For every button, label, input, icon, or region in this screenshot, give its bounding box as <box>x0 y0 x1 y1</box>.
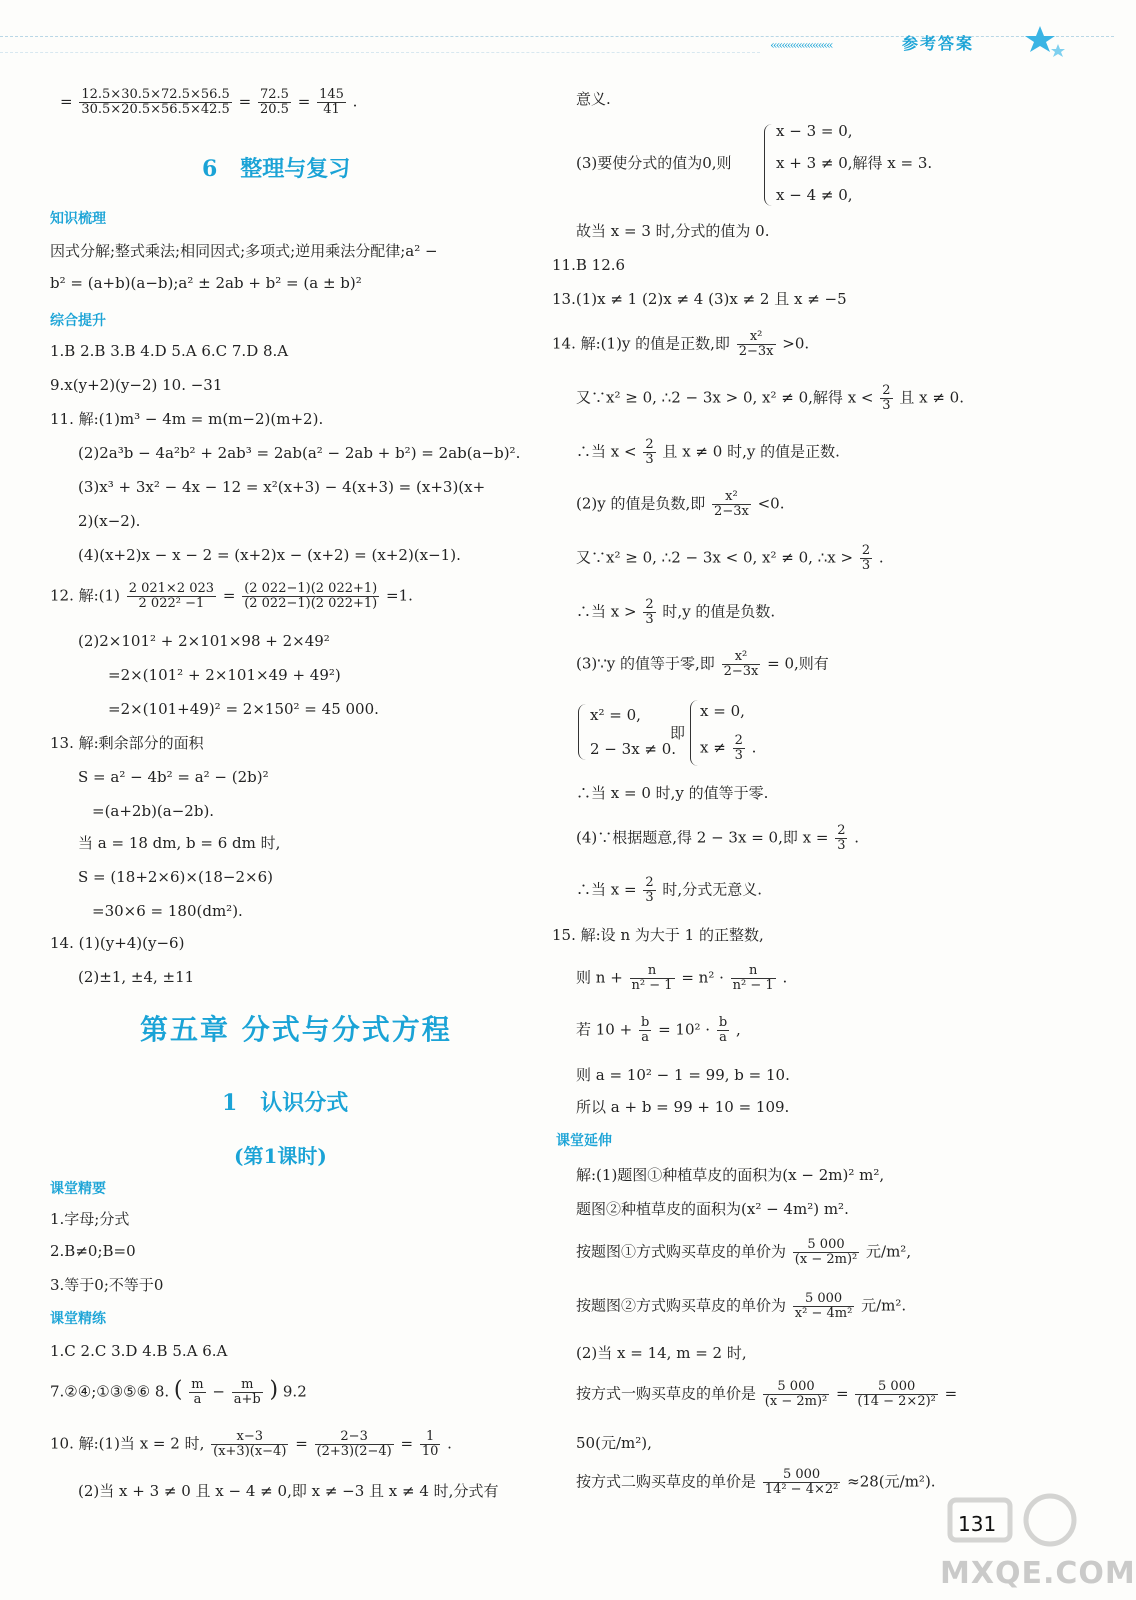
jinglian-10-part1: 10. 解:(1)当 x = 2 时, $\frac{x-3}{(x+3)(x-4)}$ = $\frac{2-3}{(2+3)(2-4)}$ = $\frac{1}{10}$ . <box>50 1429 452 1459</box>
section-1-title: 1 认识分式 <box>222 1090 349 1116</box>
label-ketang-jingyao: 课堂精要 <box>50 1181 106 1197</box>
right-system2-ji: 即 <box>670 724 686 742</box>
jingyao-1: 1.字母;分式 <box>50 1210 130 1228</box>
system-brace-left <box>578 704 587 760</box>
jinglian-7-9: 7.②④;①③⑤⑥ 8. ( $\frac{m}{a}$ − $\frac{m}{a+b}$ ) 9.2 <box>50 1377 307 1407</box>
lesson-1-title: (第1课时) <box>234 1144 327 1168</box>
section-6-title: 6 整理与复习 <box>202 156 351 182</box>
zonghe-12-part2c: =2×(101+49)² = 2×150² = 45 000. <box>108 700 379 718</box>
zonghe-answers-9-10: 9.x(y+2)(y−2) 10. −31 <box>50 376 223 394</box>
zonghe-11-part1: 11. 解:(1)m³ − 4m = m(m−2)(m+2). <box>50 410 324 428</box>
label-ketang-jinglian: 课堂精练 <box>50 1311 106 1327</box>
jingyao-2: 2.B≠0;B=0 <box>50 1242 136 1260</box>
right-yanshen-8: 按方式二购买草皮的单价是 $\frac{5 000}{\text{14² − 4×2²}}$ ≈28(元/m²). <box>576 1467 936 1497</box>
right-system-eq1: x − 3 = 0, <box>776 122 853 140</box>
header-arrows: ‹‹‹‹‹‹‹‹‹‹‹‹‹‹‹‹‹‹‹‹‹‹ <box>770 38 832 52</box>
label-zonghe-tisheng: 综合提升 <box>50 313 106 329</box>
right-yanshen-4: 按题图②方式购买草皮的单价为 $\frac{5 000}{\text{x² − 4m²}}$ 元/m². <box>576 1291 907 1321</box>
zonghe-12-part2b: =2×(101² + 2×101×49 + 49²) <box>108 666 341 684</box>
jinglian-1-6: 1.C 2.C 3.D 4.B 5.A 6.A <box>50 1342 228 1360</box>
zonghe-11-part4: (4)(x+2)x − x − 2 = (x+2)x − (x+2) = (x+2)(x−1). <box>78 546 461 564</box>
zonghe-13-line1: 13. 解:剩余部分的面积 <box>50 734 204 752</box>
right-system2-a2: 2 − 3x ≠ 0. <box>590 740 677 758</box>
zonghe-13-line3: =(a+2b)(a−2b). <box>92 802 215 820</box>
zonghe-11-part3b: 2)(x−2). <box>78 512 141 530</box>
right-15-line4: 则 a = 10² − 1 = 99, b = 10. <box>576 1066 790 1084</box>
right-system2-b1: x = 0, <box>700 702 745 720</box>
right-15-line2: 则 n + $\frac{n}{\text{n² − 1}}$ = n² · $\frac{n}{\text{n² − 1}}$ . <box>576 963 788 993</box>
right-system2-b2: x ≠ $\frac{2}{3}$ . <box>700 733 757 763</box>
chapter-5-title: 第五章 分式与分式方程 <box>140 1013 452 1046</box>
right-14-part1: 14. 解:(1)y 的值是正数,即 $\frac{\text{x²}}{2-3x}$ >0. <box>552 329 810 359</box>
left-top-equation: = $\frac{12.5\times 30.5\times 72.5\times 56.5}{30.5\times 20.5\times 56.5\times 42.5}$ = $\frac{72.5}{20.5}$ = $\frac{145}{41}$ . <box>60 87 358 117</box>
zonghe-11-part2: (2)2a³b − 4a²b² + 2ab³ = 2ab(a² − 2ab + b²) = 2ab(a−b)². <box>78 444 521 462</box>
watermark-text: MXQE.COM <box>940 1556 1136 1591</box>
right-yanshen-5: (2)当 x = 14, m = 2 时, <box>576 1344 747 1362</box>
zonghe-13-line6: =30×6 = 180(dm²). <box>92 902 243 920</box>
stars-icon <box>1010 24 1070 64</box>
jinglian-10-part2: (2)当 x + 3 ≠ 0 且 x − 4 ≠ 0,即 x ≠ −3 且 x ≠ 4 时,分式有 <box>78 1482 499 1500</box>
right-14-part4: (4)∵根据题意,得 2 − 3x = 0,即 x = $\frac{2}{3}$ . <box>576 823 860 853</box>
right-system-eq2: x + 3 ≠ 0,解得 x = 3. <box>776 154 933 172</box>
zonghe-11-part3a: (3)x³ + 3x² − 4x − 12 = x²(x+3) − 4(x+3) = (x+3)(x+ <box>78 478 486 496</box>
zonghe-13-line4: 当 a = 18 dm, b = 6 dm 时, <box>78 834 281 852</box>
jingyao-3: 3.等于0;不等于0 <box>50 1276 164 1294</box>
right-yiyi: 意义. <box>576 90 611 108</box>
right-conclusion-3: 故当 x = 3 时,分式的值为 0. <box>576 222 770 240</box>
right-15-line1: 15. 解:设 n 为大于 1 的正整数, <box>552 926 764 944</box>
zonghe-13-line5: S = (18+2×6)×(18−2×6) <box>78 868 273 886</box>
right-yanshen-2: 题图②种植草皮的面积为(x² − 4m²) m². <box>576 1200 849 1218</box>
right-answers-13: 13.(1)x ≠ 1 (2)x ≠ 4 (3)x ≠ 2 且 x ≠ −5 <box>552 290 847 308</box>
label-zhishi-shuli: 知识梳理 <box>50 211 106 227</box>
right-system-eq3: x − 4 ≠ 0, <box>776 186 853 204</box>
zhishi-line-1: 因式分解;整式乘法;相同因式;多项式;逆用乘法分配律;a² − <box>50 242 438 260</box>
right-14-line10: ∴当 x = $\frac{2}{3}$ 时,分式无意义. <box>576 875 762 905</box>
system-brace-right <box>690 700 699 766</box>
right-yanshen-7: 50(元/m²), <box>576 1434 652 1452</box>
zhishi-line-2: b² = (a+b)(a−b);a² ± 2ab + b² = (a ± b)² <box>50 274 362 292</box>
page-number: 131 <box>958 1512 997 1536</box>
header-dashed-line-secondary <box>0 52 760 53</box>
right-yanshen-1: 解:(1)题图①种植草皮的面积为(x − 2m)² m², <box>576 1166 885 1184</box>
zonghe-12-part1: 12. 解:(1) $\frac{2 021\times 2 023}{\text{2 022² −1}}$ = $\frac{(2 022-1)(2 022+1)}{(2 022-1)(2 022+1)}$ =1. <box>50 581 413 611</box>
right-q3-prefix: (3)要使分式的值为0,则 <box>576 154 732 172</box>
right-14-part3: (3)∵y 的值等于零,即 $\frac{\text{x²}}{2-3x}$ = 0,则有 <box>576 649 829 679</box>
right-answers-11-12: 11.B 12.6 <box>552 256 626 274</box>
right-14-line6: ∴当 x > $\frac{2}{3}$ 时,y 的值是负数. <box>576 597 776 627</box>
label-ketang-yanshen: 课堂延伸 <box>556 1133 612 1149</box>
right-yanshen-3: 按题图①方式购买草皮的单价为 $\frac{5 000}{\text{(x − 2m)²}}$ 元/m², <box>576 1237 912 1267</box>
zonghe-13-line2: S = a² − 4b² = a² − (2b)² <box>78 768 269 786</box>
right-14-line2: 又∵x² ≥ 0, ∴2 − 3x > 0, x² ≠ 0,解得 x < $\frac{2}{3}$ 且 x ≠ 0. <box>576 383 964 413</box>
right-14-line5: 又∵x² ≥ 0, ∴2 − 3x < 0, x² ≠ 0, ∴x > $\frac{2}{3}$ . <box>576 543 884 573</box>
system-brace <box>764 124 773 206</box>
right-14-part2: (2)y 的值是负数,即 $\frac{\text{x²}}{2-3x}$ <0. <box>576 489 785 519</box>
right-15-line5: 所以 a + b = 99 + 10 = 109. <box>576 1098 790 1116</box>
right-14-line8: ∴当 x = 0 时,y 的值等于零. <box>576 784 769 802</box>
zonghe-12-part2a: (2)2×101² + 2×101×98 + 2×49² <box>78 632 330 650</box>
header-answer-label: 参考答案 <box>902 34 975 53</box>
zonghe-14-part1: 14. (1)(y+4)(y−6) <box>50 934 185 952</box>
right-15-line3: 若 10 + $\frac{b}{a}$ = 10² · $\frac{b}{a}$ , <box>576 1015 741 1045</box>
right-yanshen-6: 按方式一购买草皮的单价是 $\frac{5 000}{\text{(x − 2m)²}}$ = $\frac{5 000}{\text{(14 − 2×2)²}}$ = <box>576 1379 958 1409</box>
zonghe-14-part2: (2)±1, ±4, ±11 <box>78 968 195 986</box>
zonghe-answers-1-8: 1.B 2.B 3.B 4.D 5.A 6.C 7.D 8.A <box>50 342 289 360</box>
right-14-line3: ∴当 x < $\frac{2}{3}$ 且 x ≠ 0 时,y 的值是正数. <box>576 437 840 467</box>
right-system2-a1: x² = 0, <box>590 706 641 724</box>
